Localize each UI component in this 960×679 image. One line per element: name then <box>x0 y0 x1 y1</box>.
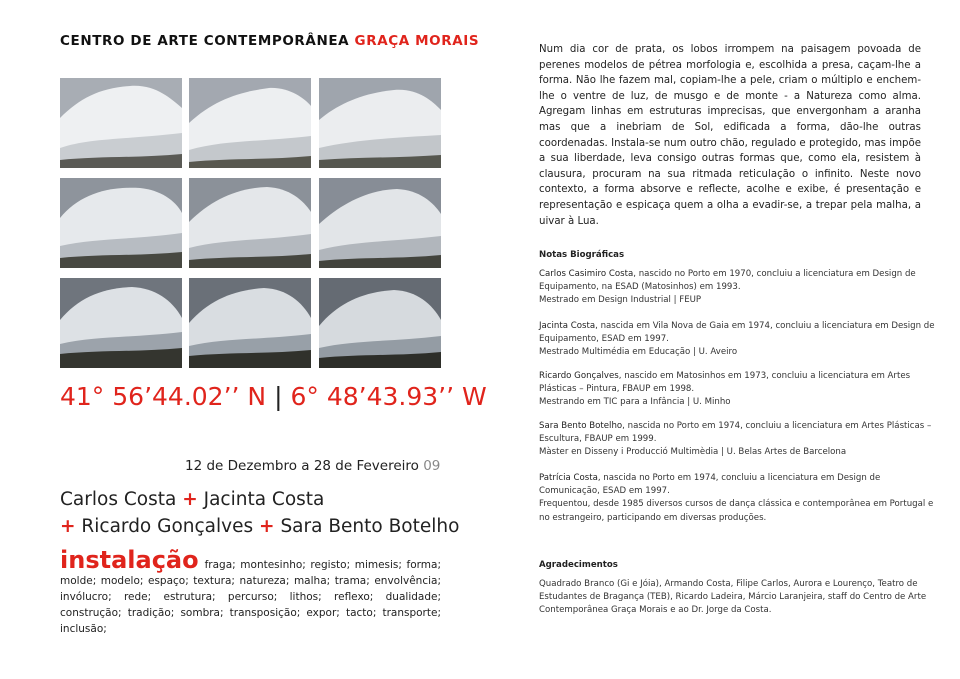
bios-heading: Notas Biográficas <box>539 250 625 260</box>
artist-name: Ricardo Gonçalves <box>81 516 254 537</box>
bio-text: , nascida no Porto em 1974, concluiu a licenciatura em Artes Plásticas – Escultura, FBAUP em 1999. <box>539 421 932 445</box>
longitude: 6° 48’43.93’’ W <box>290 382 487 411</box>
bio-extra: Mestrado Multimédia em Educação | U. Aveiro <box>539 347 738 358</box>
installation-keywords <box>60 548 441 637</box>
bio-name: Patrícia Costa <box>539 473 598 483</box>
bio-entry <box>539 320 939 360</box>
photo-grid <box>60 78 441 368</box>
keyword-list: fraga; montesinho; registo; mimesis; forma; molde; modelo; espaço; textura; natureza; malha; trama; envolvência; invólucro; rede; estrutura; percurso; lithos; reflexo; dualidade; construção; tradição; sombra; transposição; expor; tacto; transporte; inclusão; <box>60 559 441 635</box>
artist-name: Sara Bento Botelho <box>280 516 460 537</box>
date-year: 09 <box>423 458 441 474</box>
rock-photo <box>60 278 182 368</box>
venue-title <box>60 33 479 49</box>
rock-photo <box>189 278 311 368</box>
rock-photo <box>189 78 311 168</box>
coordinates-separator: | <box>274 382 283 411</box>
bio-name: Sara Bento Botelho <box>539 421 623 431</box>
rock-photo <box>60 178 182 268</box>
rock-photo <box>189 178 311 268</box>
bio-entry <box>539 420 939 460</box>
rock-photo <box>60 78 182 168</box>
plus-sign: + <box>182 489 198 510</box>
bio-text: , nascida em Vila Nova de Gaia em 1974, concluiu a licenciatura em Design de Equipamento, ESAD em 1997. <box>539 321 935 345</box>
gps-coordinates <box>60 382 487 411</box>
artists-line-1 <box>60 486 459 513</box>
intro-text: Num dia cor de prata, os lobos irrompem na paisagem povoada de perenes modelos de pétrea morfologia e, escolhida a presa, caçam-lhe a forma. Não lhe fazem mal, copiam-lhe a pele, criam o múltiplo e enchem-lhe o ventre de luz, de musgo e de monte - a Natureza como alma. Agregam linhas em estruturas imprecisas, que envergonham a aranha mas que a inebriam de Sol, edificada a forma, dão-lhe outras coordenadas. Instala-se num outro chão, regulado e protegido, mas impõe a sua liberdade, leva consigo outras formas que, como ela, resistem à clausura, procuram na sua ritmada reticulação o infinito. Neste novo contexto, a forma absorve e reflecte, acolhe e exibe, é presentação e representação e espicaça quem a olha a evadir-se, a trepar pela malha, a uivar à Lua. <box>539 44 921 227</box>
bio-text: , nascido no Porto em 1970, concluiu a licenciatura em Design de Equipamento, na ESAD (Matosinhos) em 1993. <box>539 269 916 293</box>
artists-line-2 <box>60 513 459 540</box>
bio-text: , nascido em Matosinhos em 1973, concluiu a licenciatura em Artes Plásticas – Pintura, FBAUP em 1998. <box>539 371 911 395</box>
artist-name: Carlos Costa <box>60 489 177 510</box>
bio-extra: Frequentou, desde 1985 diversos cursos de dança clássica e contemporânea em Portugal e no estrangeiro, participando em diversas produções. <box>539 499 934 523</box>
bio-extra: Màster en Disseny i Producció Multimèdia | U. Belas Artes de Barcelona <box>539 447 847 458</box>
rock-photo <box>319 178 441 268</box>
date-range: 12 de Dezembro a 28 de Fevereiro <box>185 458 419 474</box>
bio-extra: Mestrado em Design Industrial | FEUP <box>539 295 702 306</box>
latitude: 41° 56’44.02’’ N <box>60 382 267 411</box>
rock-photo <box>319 278 441 368</box>
artist-name: Jacinta Costa <box>203 489 325 510</box>
plus-sign: + <box>259 516 275 537</box>
bio-text: , nascida no Porto em 1974, concluiu a licenciatura em Design de Comunicação, ESAD em 1997. <box>539 473 881 497</box>
installation-title: instalação <box>60 546 199 574</box>
bio-name: Jacinta Costa <box>539 321 596 331</box>
bio-name: Ricardo Gonçalves <box>539 371 619 381</box>
rock-photo <box>319 78 441 168</box>
thanks-text: Quadrado Branco (Gi e Jóia), Armando Costa, Filipe Carlos, Aurora e Lourenço, Teatro de Estudantes de Bragança (TEB), Ricardo Ladeira, Márcio Laranjeira, staff do Centro de Arte Contemporânea Graça Morais e ao Dr. Jorge da Costa. <box>539 579 927 616</box>
right-page <box>480 0 960 679</box>
venue-prefix: CENTRO DE ARTE CONTEMPORÂNEA <box>60 33 350 49</box>
bio-entry <box>539 370 939 410</box>
plus-sign: + <box>60 516 76 537</box>
exhibition-dates <box>185 458 440 474</box>
venue-name: GRAÇA MORAIS <box>354 33 480 49</box>
thanks-heading: Agradecimentos <box>539 560 618 570</box>
artists-list <box>60 486 459 540</box>
bio-entry <box>539 268 939 308</box>
bio-entry <box>539 472 939 525</box>
bio-name: Carlos Casimiro Costa <box>539 269 634 279</box>
bio-extra: Mestrando em TIC para a Infância | U. Minho <box>539 397 731 408</box>
